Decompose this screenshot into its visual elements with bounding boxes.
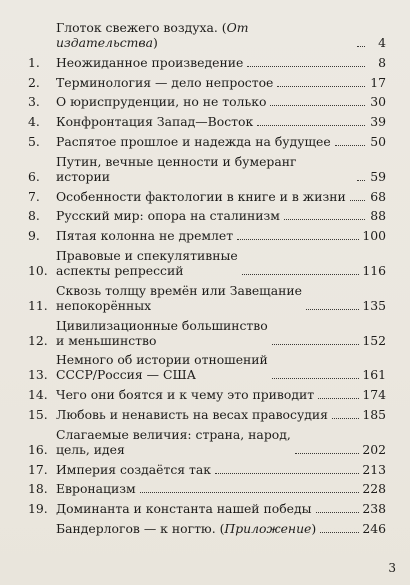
toc-title: Русский мир: опора на сталинизм	[56, 208, 280, 224]
toc-entry-7	[28, 189, 386, 204]
toc-title: Особенности фактологии в книге и в жизни	[56, 188, 346, 204]
toc-page: 116	[362, 262, 386, 278]
toc-num: 11.	[28, 297, 48, 313]
toc-entry-11	[28, 283, 386, 313]
dot-leader	[350, 200, 365, 201]
dot-leader	[335, 145, 365, 146]
toc-title: Слагаемые величия: страна, народ, цель, идея	[56, 426, 291, 457]
dot-leader	[284, 219, 365, 220]
toc-num: 3.	[28, 94, 40, 110]
toc-title: Конфронтация Запад—Восток	[56, 114, 254, 130]
toc-title: Немного об истории отношений СССР/Россия — США	[56, 352, 268, 383]
toc-num: 7.	[28, 188, 40, 204]
dot-leader	[140, 492, 360, 493]
toc-title: Евронацизм	[56, 481, 136, 497]
toc-entry-3	[28, 94, 386, 109]
toc-title: Глоток свежего воздуха. (От издательства)	[56, 20, 249, 50]
toc-num: 4.	[28, 114, 40, 130]
toc-entry-13	[28, 352, 386, 382]
toc-title: Неожиданное произведение	[56, 54, 244, 70]
toc-entry-16	[28, 427, 386, 457]
toc-num: 13.	[28, 367, 48, 383]
toc-entry-10	[28, 248, 386, 278]
dot-leader	[318, 398, 359, 399]
toc-entry-2	[28, 75, 386, 90]
dot-leader	[272, 378, 360, 379]
toc-num: 2.	[28, 74, 40, 90]
toc-entry-8	[28, 208, 386, 223]
toc-page: 50	[370, 133, 386, 149]
toc-title: Пятая колонна не дремлет	[56, 228, 234, 244]
toc-num: 15.	[28, 406, 48, 422]
dot-leader	[320, 532, 359, 533]
toc-entry-18	[28, 481, 386, 496]
page-number: 3	[388, 561, 396, 575]
toc-entry-intro	[28, 20, 386, 50]
toc-entry-6	[28, 154, 386, 184]
toc-page: 59	[370, 168, 386, 184]
toc-page: 4	[378, 35, 386, 50]
toc-page: 8	[378, 54, 386, 70]
toc-page: 88	[370, 208, 386, 224]
toc-page: 174	[362, 387, 386, 403]
toc-num: 8.	[28, 208, 40, 224]
dot-leader	[247, 66, 365, 67]
dot-leader	[357, 180, 365, 181]
dot-leader	[295, 453, 360, 454]
toc-title: Распятое прошлое и надежда на будущее	[56, 133, 331, 149]
toc-title: Цивилизационные большинство и меньшинство	[56, 317, 268, 348]
toc-title: Правовые и спекулятивные аспекты репрессий	[56, 247, 238, 278]
toc-num: 12.	[28, 332, 48, 348]
toc-entry-17	[28, 462, 386, 477]
toc-entry-1	[28, 55, 386, 70]
toc-entry-12	[28, 318, 386, 348]
toc-num: 14.	[28, 387, 48, 403]
toc-page: 68	[370, 188, 386, 204]
toc-num: 18.	[28, 481, 48, 497]
dot-leader	[242, 274, 360, 275]
toc-title: Доминанта и константа нашей победы	[56, 501, 312, 517]
toc-page: 213	[362, 461, 386, 477]
toc-entry-appendix	[28, 521, 386, 536]
dot-leader	[270, 105, 365, 106]
toc-page: 135	[362, 297, 386, 313]
toc-title: Бандерлогов — к ногтю. (Приложение)	[56, 520, 317, 536]
toc-page: 30	[370, 94, 386, 110]
toc-title: Путин, вечные ценности и бумеранг истории	[56, 153, 297, 184]
toc-entry-5	[28, 134, 386, 149]
toc-num: 17.	[28, 461, 48, 477]
dot-leader	[272, 344, 360, 345]
toc-title: Любовь и ненависть на весах правосудия	[56, 406, 328, 422]
toc-page: 185	[362, 406, 386, 422]
toc-num: 16.	[28, 441, 48, 457]
toc-title: Чего они боятся и к чему это приводит	[56, 387, 315, 403]
toc-page: 152	[362, 332, 386, 348]
toc-title: Терминология — дело непростое	[56, 74, 274, 90]
toc-entry-19	[28, 501, 386, 516]
toc-num: 6.	[28, 168, 40, 184]
toc-entry-9	[28, 228, 386, 243]
toc-title: Сквозь толщу времён или Завещание непокорённых	[56, 282, 302, 313]
toc-page: 238	[362, 501, 386, 517]
dot-leader	[277, 86, 365, 87]
dot-leader	[237, 239, 359, 240]
toc-entry-4	[28, 114, 386, 129]
toc-num: 9.	[28, 228, 40, 244]
toc-title: Империя создаётся так	[56, 461, 212, 477]
toc-num: 19.	[28, 501, 48, 517]
toc-page: 228	[362, 481, 386, 497]
dot-leader	[332, 418, 359, 419]
toc-num: 10.	[28, 262, 48, 278]
toc-num: 1.	[28, 54, 40, 70]
toc-page: 17	[370, 74, 386, 90]
table-of-contents	[28, 20, 386, 541]
toc-entry-15	[28, 407, 386, 422]
toc-page: 161	[362, 367, 386, 383]
toc-page: 202	[362, 441, 386, 457]
toc-num: 5.	[28, 133, 40, 149]
dot-leader	[257, 125, 365, 126]
dot-leader	[306, 309, 359, 310]
toc-page: 39	[370, 114, 386, 130]
toc-page: 100	[362, 228, 386, 244]
toc-entry-14	[28, 387, 386, 402]
dot-leader	[357, 46, 365, 47]
dot-leader	[215, 473, 359, 474]
dot-leader	[316, 512, 360, 513]
toc-title: О юриспруденции, но не только	[56, 94, 267, 110]
toc-page: 246	[362, 520, 386, 536]
